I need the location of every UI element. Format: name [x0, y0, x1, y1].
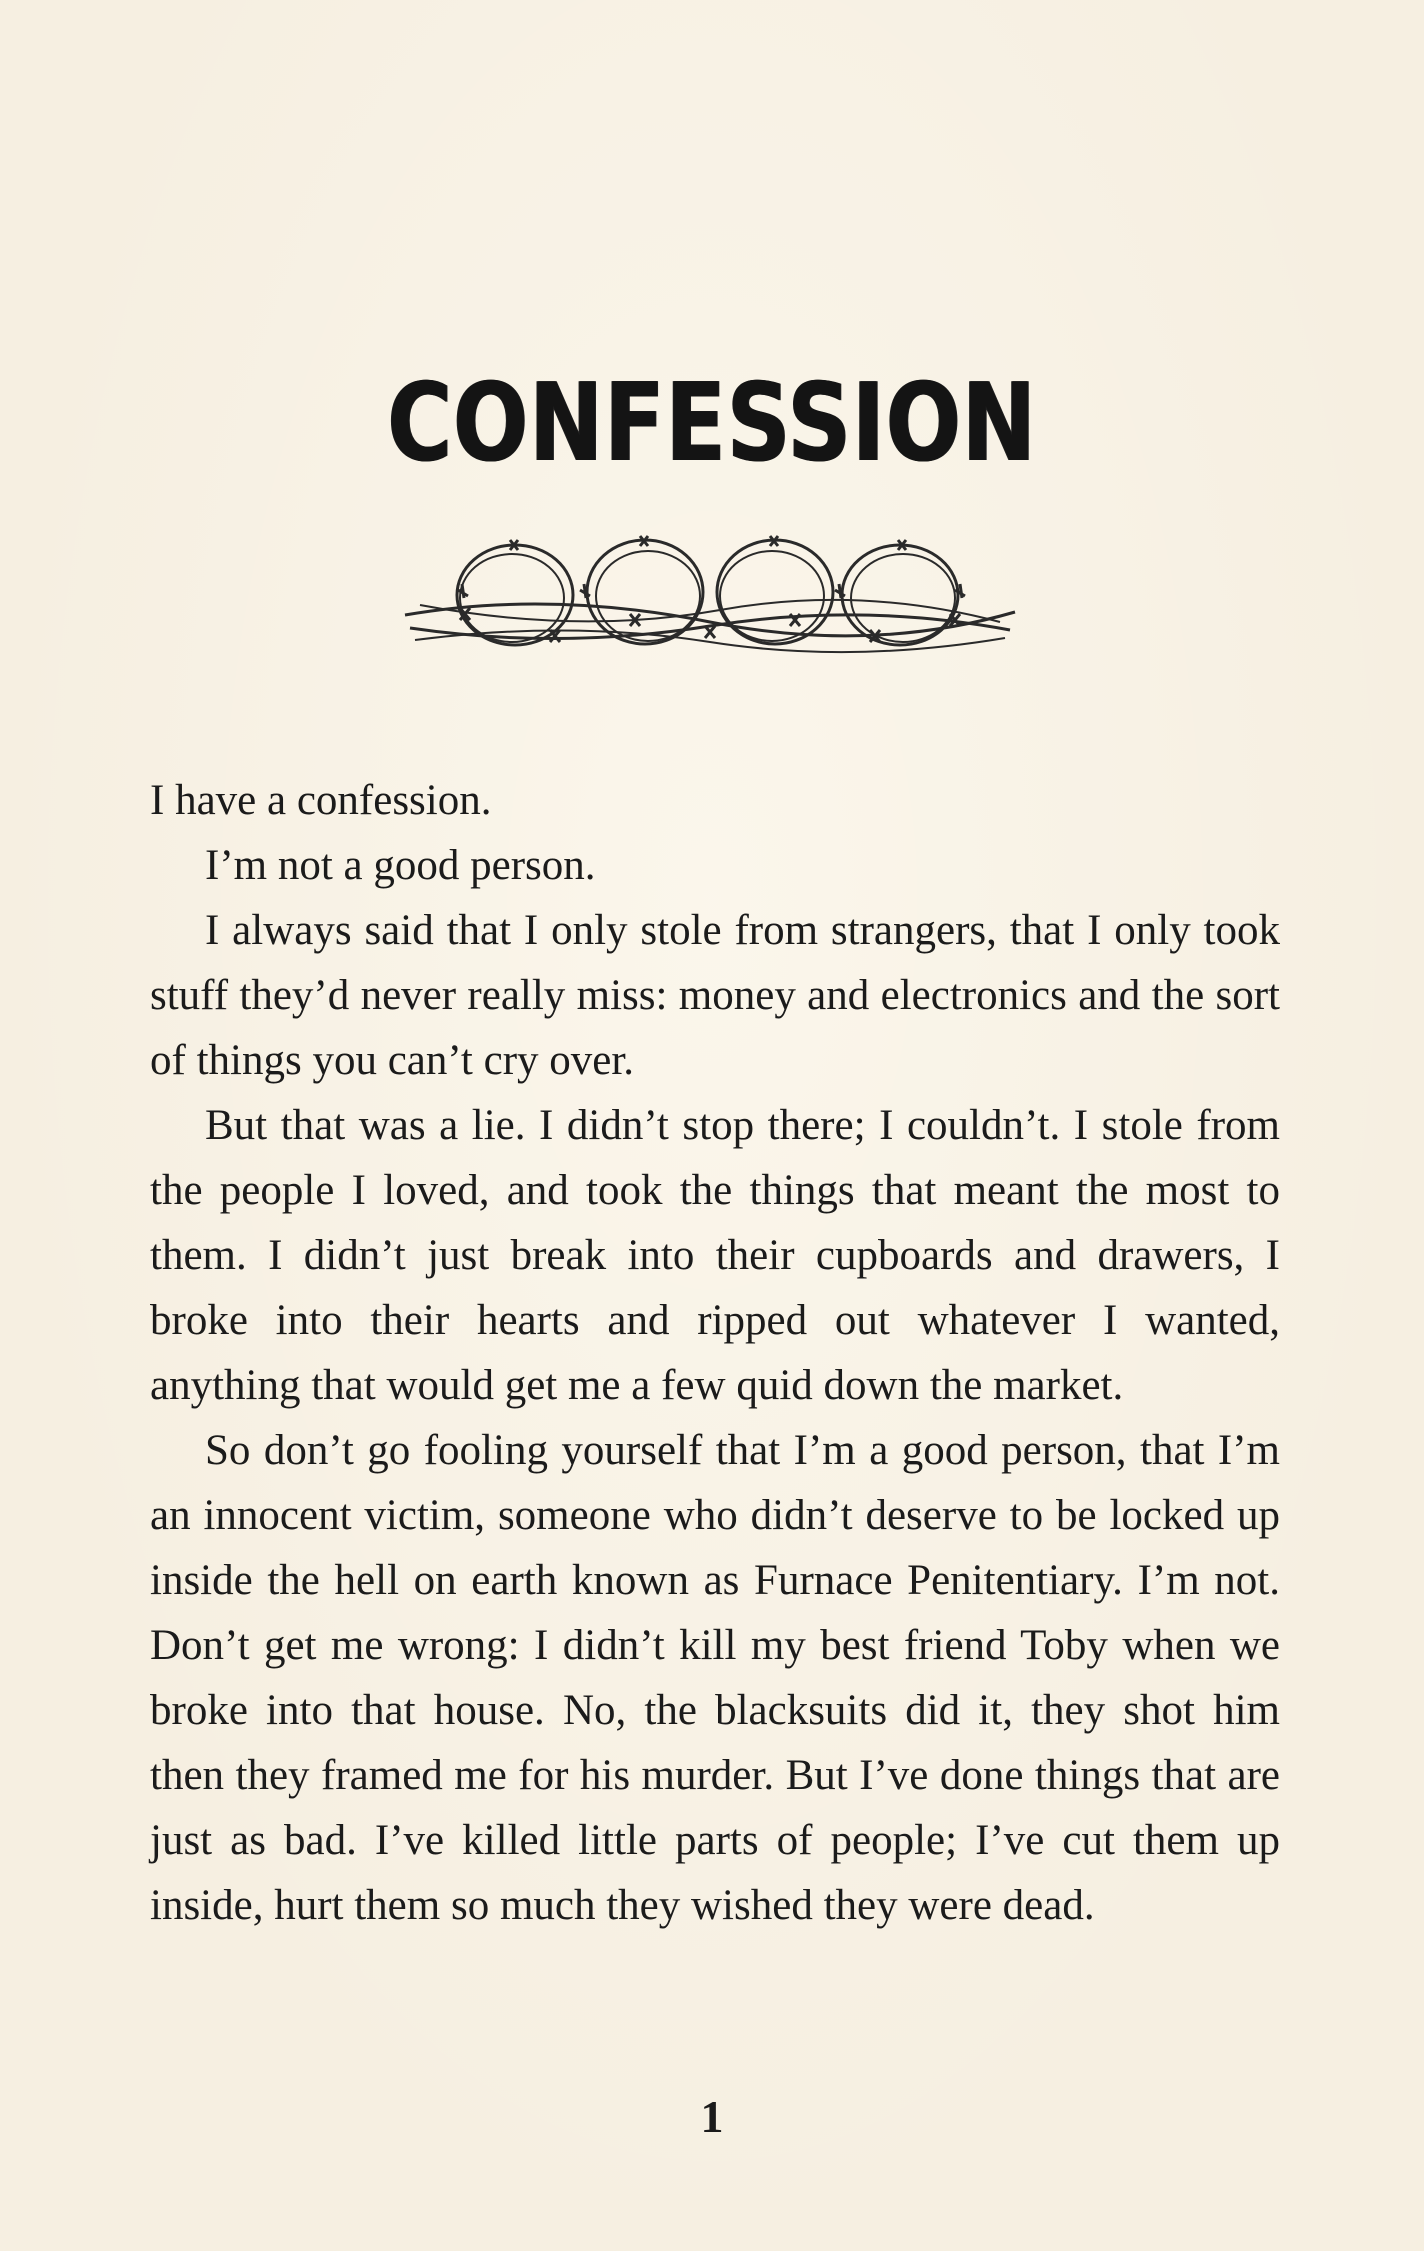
page-number: 1	[700, 2091, 724, 2142]
paragraph: But that was a lie. I didn’t stop there; I couldn’t. I stole from the people I loved, and took the things that meant the most to them. I didn’t just break into their cupboards and drawers, I broke into their hearts and ripped out whatever I wanted, anything that would get me a few quid down the market.	[150, 1102, 1280, 1409]
barbed-wire-ornament-icon	[400, 530, 1020, 670]
body-text	[150, 768, 1280, 1938]
paragraph: I have a confession.	[150, 777, 492, 824]
chapter-heading-area	[0, 361, 1424, 486]
paragraph: I’m not a good person.	[205, 842, 596, 889]
paragraph: I always said that I only stole from strangers, that I only took stuff they’d never really miss: money and electronics and the sort of things you can’t cry over.	[150, 907, 1280, 1084]
chapter-title: CONFESSION	[387, 361, 1037, 486]
paragraph: So don’t go fooling yourself that I’m a good person, that I’m an innocent victim, someone who didn’t deserve to be locked up inside the hell on earth known as Furnace Penitentiary. I’m not. Don’t get me wrong: I didn’t kill my best friend Toby when we broke into that house. No, the blacksuits did it, they shot him then they framed me for his murder. But I’ve done things that are just as bad. I’ve killed little parts of people; I’ve cut them up inside, hurt them so much they wished they were dead.	[150, 1427, 1280, 1929]
